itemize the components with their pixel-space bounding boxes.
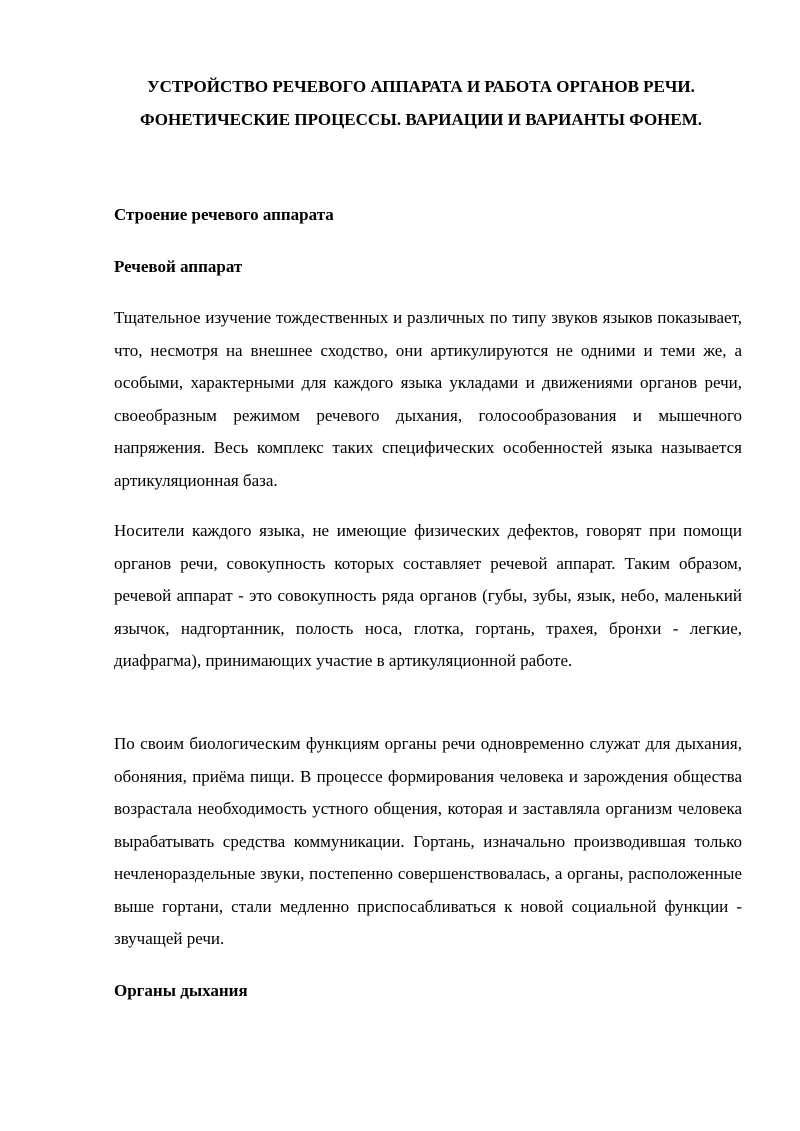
next-section-heading: Органы дыхания [114, 981, 248, 1000]
paragraph-3: По своим биологическим функциям органы речи одновременно служат для дыхания, обоняния, приёма пищи. В процессе формирования человека и зарождения общества возрастала необходимость устного общения, которая и заставляла организм человека вырабатывать средства коммуникации. Гортань, изначально производившая только нечленораздельные звуки, постепенно совершенствовалась, а органы, расположенные выше гортани, стали медленно приспосабливаться к новой социальной функции - звучащей речи. [114, 734, 742, 948]
section-heading: Строение речевого аппарата [114, 205, 334, 224]
subsection-heading: Речевой аппарат [114, 257, 243, 276]
paragraph-2: Носители каждого языка, не имеющие физических дефектов, говорят при помощи органов речи, совокупность которых составляет речевой аппарат. Таким образом, речевой аппарат - это совокупность ряда органов (губы, зубы, язык, небо, маленький язычок, надгортанник, полость носа, глотка, гортань, трахея, бронхи - легкие, диафрагма), принимающих участие в артикуляционной работе. [114, 521, 742, 670]
document-title-line-1: УСТРОЙСТВО РЕЧЕВОГО АППАРАТА И РАБОТА ОРГАНОВ РЕЧИ. [147, 77, 695, 96]
document-title-line-2: ФОНЕТИЧЕСКИЕ ПРОЦЕССЫ. ВАРИАЦИИ И ВАРИАНТЫ ФОНЕМ. [139, 110, 703, 129]
paragraph-1: Тщательное изучение тождественных и различных по типу звуков языков показывает, что, несмотря на внешнее сходство, они артикулируются не одними и теми же, а особыми, характерными для каждого языка укладами и движениями органов речи, своеобразным режимом речевого дыхания, голосообразования и мышечного напряжения. Весь комплекс таких специфических особенностей языка называется артикуляционная база. [114, 308, 742, 490]
